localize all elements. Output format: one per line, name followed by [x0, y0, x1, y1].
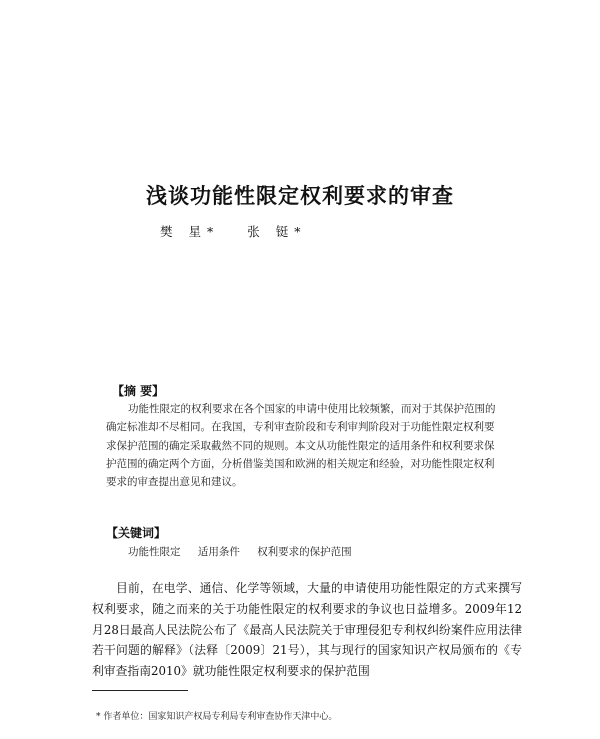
article-title: 浅谈功能性限定权利要求的审查 — [146, 184, 454, 208]
abstract-heading: 【摘 要】 — [112, 384, 165, 398]
author-name: 张 铤* — [247, 224, 307, 239]
keywords-list — [128, 544, 366, 559]
author-name: 樊 星* — [160, 224, 220, 239]
keyword: 适用条件 — [197, 546, 240, 558]
author-list — [160, 222, 324, 240]
keyword: 权利要求的保护范围 — [257, 546, 352, 558]
keyword: 功能性限定 — [128, 546, 181, 558]
keywords-heading: 【关键词】 — [106, 526, 167, 540]
footnote: * 作者单位：国家知识产权局专利局专利审查协作天津中心。 — [96, 712, 338, 722]
footnote-divider — [92, 690, 188, 691]
abstract-text: 功能性限定的权利要求在各个国家的申请中使用比较频繁，而对于其保护范围的确定标准却不尽相同。在我国，专利审查阶段和专利审判阶段对于功能性限定权利要求保护范围的确定采取截然不同的规则。本文从功能性限定的适用条件和权利要求保护范围的确定两个方面，分析借鉴美国和欧洲的相关规定和经验，对功能性限定权利要求的审查提出意见和建议。 — [106, 403, 496, 489]
body-paragraph: 目前，在电学、通信、化学等领域，大量的申请使用功能性限定的方式来撰写权利要求，随之而来的关于功能性限定的权利要求的争议也日益增多。2009年12月28日最高人民法院公布了《最高人民法院关于审理侵犯专利权纠纷案件应用法律若干问题的解释》（法释〔2009〕21号），其与现行的国家知识产权局颁布的《专利审查指南2010》就功能性限定权利要求的保护范围 — [92, 581, 522, 679]
